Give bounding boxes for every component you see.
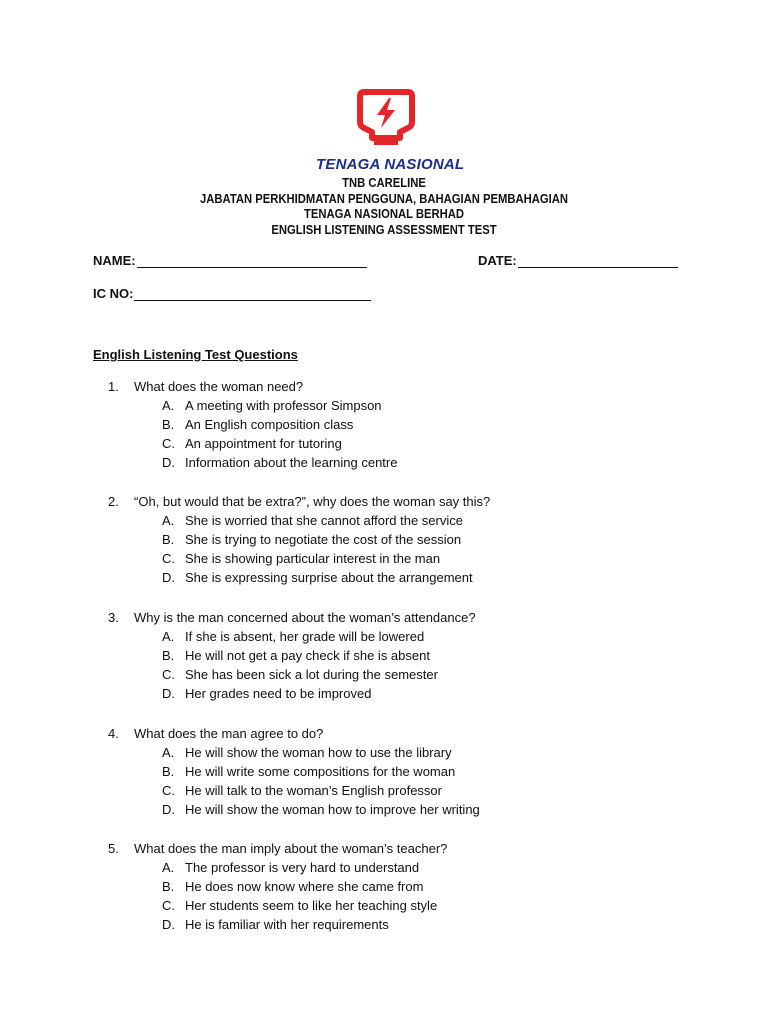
option-letter: D. bbox=[162, 917, 175, 932]
option-a bbox=[162, 396, 397, 415]
question-text: What does the man agree to do? bbox=[134, 726, 324, 741]
option-text: The professor is very hard to understand bbox=[185, 860, 420, 875]
option-text: She is trying to negotiate the cost of the session bbox=[185, 532, 462, 547]
option-letter: C. bbox=[162, 783, 175, 798]
header-line-company: TENAGA NASIONAL BERHAD bbox=[303, 207, 465, 221]
option-d bbox=[162, 800, 480, 819]
option-d bbox=[162, 915, 447, 934]
option-text: If she is absent, her grade will be lowered bbox=[185, 629, 425, 644]
option-b bbox=[162, 646, 476, 665]
question-5 bbox=[108, 839, 447, 934]
header-line-test-title: ENGLISH LISTENING ASSESSMENT TEST bbox=[271, 222, 497, 237]
option-letter: A. bbox=[162, 860, 175, 875]
option-letter: C. bbox=[162, 436, 175, 451]
name-field bbox=[93, 253, 367, 268]
date-label: DATE: bbox=[478, 253, 517, 268]
tnb-logo bbox=[316, 88, 465, 180]
option-letter: C. bbox=[162, 551, 175, 566]
option-letter: A. bbox=[162, 398, 175, 413]
option-letter: B. bbox=[162, 764, 175, 779]
logo-wordmark: TENAGA NASIONAL bbox=[316, 156, 465, 173]
question-number: 1. bbox=[108, 379, 119, 394]
option-text: He does now know where she came from bbox=[185, 879, 424, 894]
option-a bbox=[162, 511, 490, 530]
option-c bbox=[162, 549, 490, 568]
option-b bbox=[162, 415, 397, 434]
date-field bbox=[478, 253, 678, 268]
option-letter: A. bbox=[162, 629, 175, 644]
option-text: He will write some compositions for the woman bbox=[185, 764, 456, 779]
option-text: Her students seem to like her teaching style bbox=[185, 898, 438, 913]
question-2 bbox=[108, 492, 490, 587]
option-a bbox=[162, 743, 480, 762]
question-text: What does the man imply about the woman’s teacher? bbox=[134, 841, 448, 856]
document-header bbox=[0, 176, 768, 238]
option-b bbox=[162, 762, 480, 781]
option-text: She is worried that she cannot afford the service bbox=[185, 513, 463, 528]
option-text: He will talk to the woman’s English professor bbox=[185, 783, 442, 798]
question-stem bbox=[108, 377, 397, 396]
question-number: 5. bbox=[108, 841, 119, 856]
question-number: 2. bbox=[108, 494, 119, 509]
option-text: Her grades need to be improved bbox=[185, 686, 372, 701]
option-a bbox=[162, 627, 476, 646]
header-line-careline: TNB CARELINE bbox=[342, 176, 426, 190]
question-text: “Oh, but would that be extra?”, why does the woman say this? bbox=[134, 494, 491, 509]
question-1 bbox=[108, 377, 397, 472]
option-text: He will show the woman how to improve her writing bbox=[185, 802, 480, 817]
option-text: An appointment for tutoring bbox=[185, 436, 342, 451]
question-stem bbox=[108, 608, 476, 627]
name-blank-line[interactable] bbox=[137, 255, 367, 268]
option-d bbox=[162, 684, 476, 703]
option-letter: C. bbox=[162, 667, 175, 682]
option-c bbox=[162, 434, 397, 453]
option-letter: D. bbox=[162, 802, 175, 817]
question-text: What does the woman need? bbox=[134, 379, 304, 394]
section-title: English Listening Test Questions bbox=[93, 347, 298, 362]
header-line-department: JABATAN PERKHIDMATAN PENGGUNA, BAHAGIAN PEMBAHAGIAN bbox=[200, 191, 568, 206]
option-letter: C. bbox=[162, 898, 175, 913]
date-blank-line[interactable] bbox=[518, 255, 678, 268]
ic-field bbox=[93, 286, 371, 301]
option-letter: B. bbox=[162, 648, 175, 663]
option-text: He will show the woman how to use the library bbox=[185, 745, 452, 760]
question-number: 4. bbox=[108, 726, 119, 741]
tnb-lightning-bulb-icon bbox=[356, 88, 416, 150]
option-letter: D. bbox=[162, 570, 175, 585]
option-b bbox=[162, 530, 490, 549]
option-c bbox=[162, 665, 476, 684]
question-stem bbox=[108, 492, 490, 511]
option-letter: D. bbox=[162, 686, 175, 701]
question-stem bbox=[108, 724, 480, 743]
option-b bbox=[162, 877, 447, 896]
option-c bbox=[162, 781, 480, 800]
option-text: She has been sick a lot during the semester bbox=[185, 667, 438, 682]
option-d bbox=[162, 568, 490, 587]
option-letter: B. bbox=[162, 879, 175, 894]
option-text: An English composition class bbox=[185, 417, 354, 432]
option-letter: D. bbox=[162, 455, 175, 470]
option-letter: B. bbox=[162, 417, 175, 432]
question-stem bbox=[108, 839, 447, 858]
question-number: 3. bbox=[108, 610, 119, 625]
option-text: Information about the learning centre bbox=[185, 455, 398, 470]
ic-blank-line[interactable] bbox=[134, 288, 371, 301]
option-c bbox=[162, 896, 447, 915]
option-letter: A. bbox=[162, 745, 175, 760]
name-label: NAME: bbox=[93, 253, 136, 268]
ic-label: IC NO: bbox=[93, 286, 134, 301]
option-text: He is familiar with her requirements bbox=[185, 917, 389, 932]
option-text: A meeting with professor Simpson bbox=[185, 398, 382, 413]
question-4 bbox=[108, 724, 480, 819]
option-text: She is expressing surprise about the arrangement bbox=[185, 570, 473, 585]
option-letter: A. bbox=[162, 513, 175, 528]
question-3 bbox=[108, 608, 476, 703]
question-text: Why is the man concerned about the woman’s attendance? bbox=[134, 610, 476, 625]
option-text: She is showing particular interest in the man bbox=[185, 551, 441, 566]
option-text: He will not get a pay check if she is absent bbox=[185, 648, 430, 663]
option-d bbox=[162, 453, 397, 472]
option-letter: B. bbox=[162, 532, 175, 547]
option-a bbox=[162, 858, 447, 877]
